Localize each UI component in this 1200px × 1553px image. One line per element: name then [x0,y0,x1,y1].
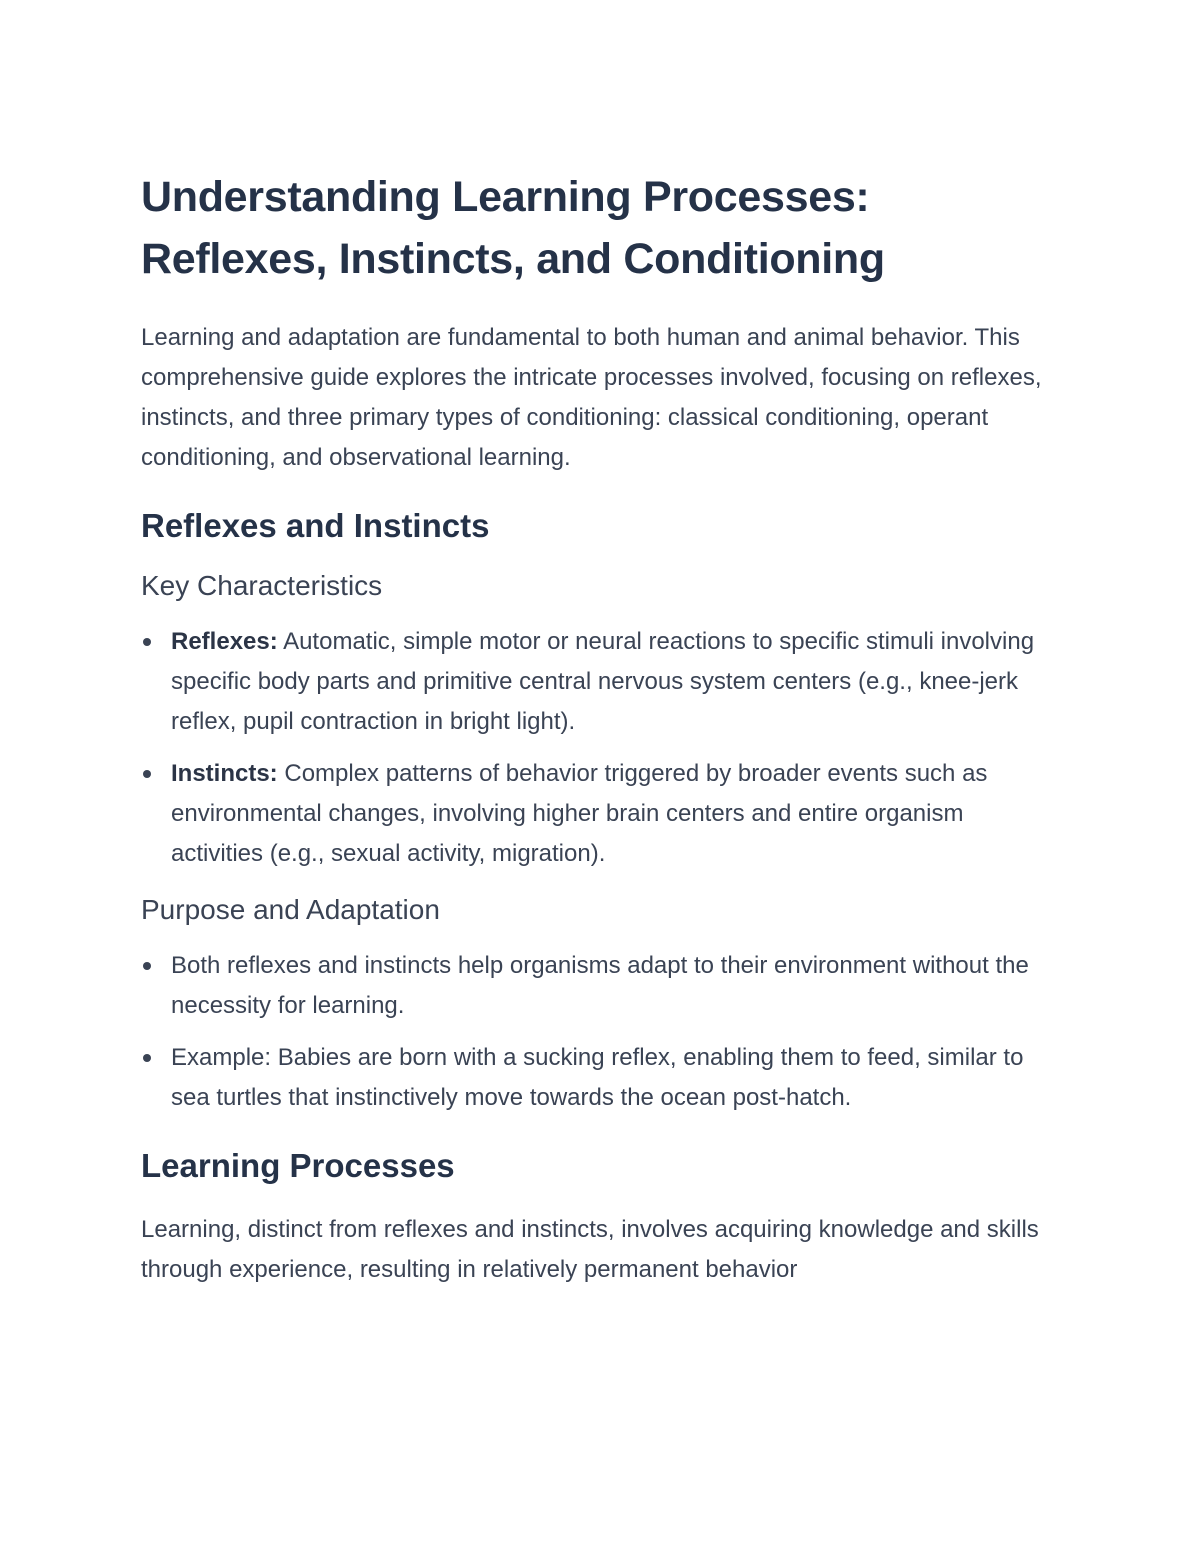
subheading-key-characteristics: Key Characteristics [141,570,383,601]
list-item-text: Example: Babies are born with a sucking reflex, enabling them to feed, similar to sea turtles that instinctively move towards the ocean post-hatch. [171,1044,1024,1111]
section-heading-learning-processes: Learning Processes [141,1147,455,1184]
subheading-purpose-adaptation: Purpose and Adaptation [141,894,440,925]
bullet-icon [143,962,151,970]
list-item-reflexes [141,622,1061,742]
list-item-instincts [141,754,1061,874]
intro-paragraph: Learning and adaptation are fundamental to both human and animal behavior. This comprehensive guide explores the intricate processes involved, focusing on reflexes, instincts, and three primary types of conditioning: classical conditioning, operant conditioning, and observational learning. [141,324,1042,471]
bullet-icon [143,1054,151,1062]
document-page [141,166,1061,1290]
key-characteristics-list [141,622,1061,874]
learning-processes-paragraph: Learning, distinct from reflexes and instincts, involves acquiring knowledge and skills through experience, resulting in relatively permanent behavior [141,1216,1039,1283]
page-title: Understanding Learning Processes: Reflexes, Instincts, and Conditioning [141,173,885,283]
list-item [141,1038,1061,1118]
definition-instincts: Complex patterns of behavior triggered by broader events such as environmental changes, involving higher brain centers and entire organism activities (e.g., sexual activity, migration). [171,760,988,867]
bullet-icon [143,638,151,646]
definition-reflexes: Automatic, simple motor or neural reactions to specific stimuli involving specific body parts and primitive central nervous system centers (e.g., knee-jerk reflex, pupil contraction in bright light). [171,628,1035,735]
purpose-adaptation-list [141,946,1061,1118]
list-item-text: Both reflexes and instincts help organisms adapt to their environment without the necessity for learning. [171,952,1029,1019]
list-item [141,946,1061,1026]
bullet-icon [143,770,151,778]
section-heading-reflexes-instincts: Reflexes and Instincts [141,507,490,544]
term-instincts: Instincts: [171,760,278,787]
term-reflexes: Reflexes: [171,628,278,655]
